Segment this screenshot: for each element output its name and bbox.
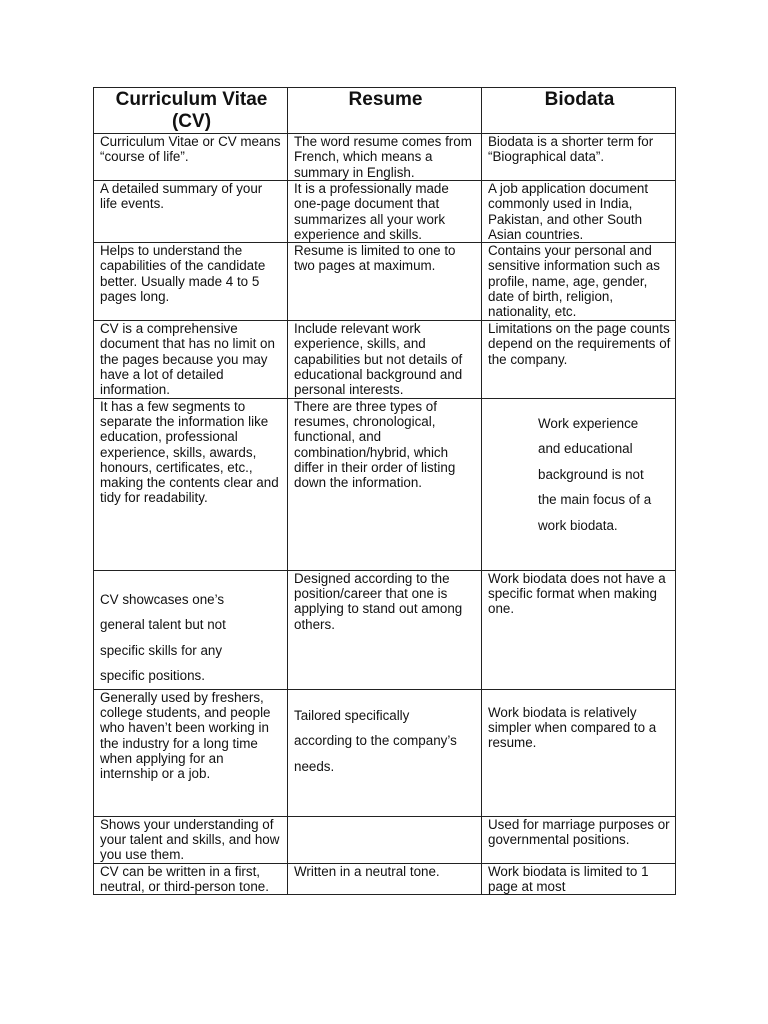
cv-line: CV showcases one’s	[100, 591, 225, 607]
resume-cell: Designed according to the position/career that one is applying to stand out among others.	[288, 570, 482, 689]
cv-line: specific positions.	[100, 668, 205, 684]
cv-cell: Shows your understanding of your talent and skills, and how you use them.	[94, 816, 288, 863]
cv-line: specific skills for any	[100, 642, 223, 658]
biodata-line: background is not	[538, 466, 644, 482]
table-row	[94, 689, 676, 816]
biodata-cell: Limitations on the page counts depend on the requirements of the company.	[482, 321, 676, 398]
table-row	[94, 181, 676, 243]
cv-line: general talent but not	[100, 617, 226, 633]
biodata-cell: Used for marriage purposes or governmental positions.	[482, 816, 676, 863]
biodata-cell: A job application document commonly used in India, Pakistan, and other South Asian countries.	[482, 181, 676, 243]
table-row	[94, 816, 676, 863]
biodata-cell: Biodata is a shorter term for “Biographical data”.	[482, 134, 676, 181]
resume-cell: It is a professionally made one-page document that summarizes all your work experience and skills.	[288, 181, 482, 243]
header-row	[94, 88, 676, 134]
resume-line: according to the company’s	[294, 733, 457, 749]
resume-cell	[288, 689, 482, 816]
table-row	[94, 243, 676, 321]
biodata-line: Work experience	[538, 415, 639, 431]
cv-cell: CV can be written in a first, neutral, or third-person tone.	[94, 863, 288, 895]
biodata-line: work biodata.	[538, 517, 618, 533]
cv-cell: It has a few segments to separate the information like education, professional experience, skills, awards, honours, certificates, etc., making the contents clear and tidy for readability.	[94, 398, 288, 570]
cv-cell: A detailed summary of your life events.	[94, 181, 288, 243]
cv-cell: CV is a comprehensive document that has no limit on the pages because you may have a lot of detailed information.	[94, 321, 288, 398]
cv-cell: Helps to understand the capabilities of the candidate better. Usually made 4 to 5 pages long.	[94, 243, 288, 321]
biodata-line: and educational	[538, 441, 633, 457]
resume-line: needs.	[294, 758, 335, 774]
biodata-cell	[482, 398, 676, 570]
biodata-cell: Work biodata is relatively simpler when compared to a resume.	[482, 689, 676, 816]
resume-cell: There are three types of resumes, chronological, functional, and combination/hybrid, which differ in their order of listing down the information.	[288, 398, 482, 570]
table-row	[94, 398, 676, 570]
table-row	[94, 134, 676, 181]
cv-cell: Generally used by freshers, college students, and people who haven’t been working in the industry for a long time when applying for an internship or a job.	[94, 689, 288, 816]
table-row	[94, 321, 676, 398]
table-row	[94, 570, 676, 689]
biodata-line: the main focus of a	[538, 492, 652, 508]
cv-cell	[94, 570, 288, 689]
biodata-cell: Work biodata is limited to 1 page at most	[482, 863, 676, 895]
resume-cell: Include relevant work experience, skills, and capabilities but not details of educational background and personal interests.	[288, 321, 482, 398]
resume-cell: Resume is limited to one to two pages at maximum.	[288, 243, 482, 321]
resume-cell	[288, 816, 482, 863]
header-cv: Curriculum Vitae (CV)	[94, 88, 288, 134]
biodata-cell: Contains your personal and sensitive information such as profile, name, age, gender, date of birth, religion, nationality, etc.	[482, 243, 676, 321]
table-row	[94, 863, 676, 895]
resume-cell: The word resume comes from French, which means a summary in English.	[288, 134, 482, 181]
cv-cell: Curriculum Vitae or CV means “course of life”.	[94, 134, 288, 181]
header-biodata: Biodata	[482, 88, 676, 134]
resume-cell: Written in a neutral tone.	[288, 863, 482, 895]
resume-line: Tailored specifically	[294, 707, 410, 723]
biodata-cell: Work biodata does not have a specific format when making one.	[482, 570, 676, 689]
header-resume: Resume	[288, 88, 482, 134]
comparison-table	[93, 87, 676, 895]
